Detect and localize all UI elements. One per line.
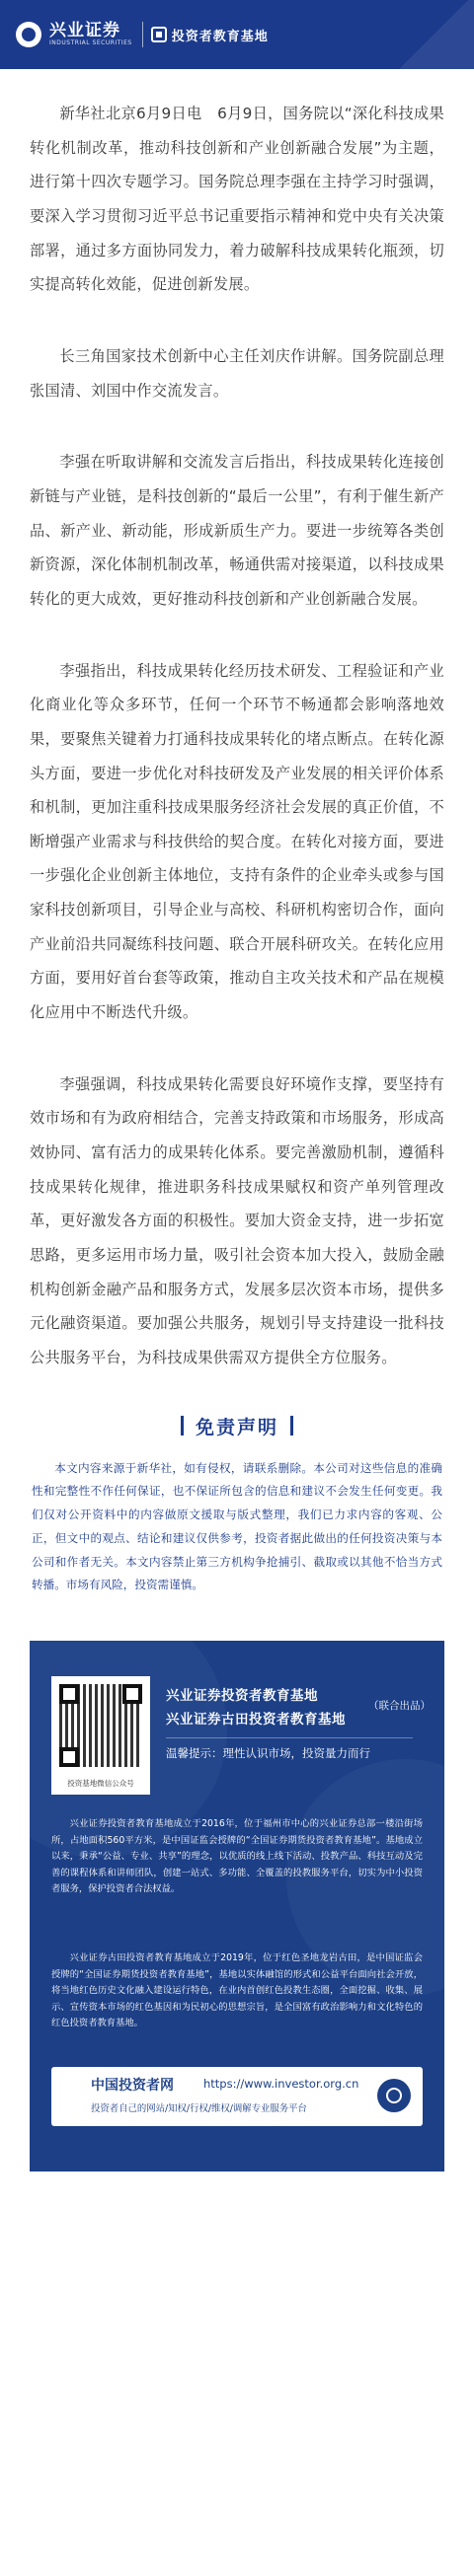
joint-production-label: （联合出品） bbox=[368, 1700, 431, 1713]
header-decoration bbox=[356, 0, 474, 69]
investor-net-link[interactable]: https://www.investor.org.cn bbox=[203, 2077, 359, 2092]
org-name-2: 兴业证券古田投资者教育基地 bbox=[166, 1712, 346, 1729]
disclaimer-text: 本文内容来源于新华社，如有侵权，请联系删除。本公司对这些信息的准确性和完整性不作任何保证，也不保证所包含的信息和建议不会发生任何变更。我们仅对公开资料中的内容做原文援取与版式整理，我们已力求内容的客观、公正，但文中的观点、结论和建议仅供参考，投资者据此做出的任何投资决策与本公司和作者无关。本文内容禁止第三方机构争抢捕引、截取或以其他不恰当方式转播。市场有风险，投资需谨慎。 bbox=[32, 1460, 442, 1592]
wechat-qr-code[interactable] bbox=[51, 1676, 150, 1795]
footer-intro-2: 兴业证券古田投资者教育基地成立于2019年，位于红色圣地龙岩古田，是中国证监会授牌的“全国证券期货投资者教育基地”，基地以实体融馆的形式和公益平台面向社会开放，将当地红色历史文化融入建设运行特色，在业内首创红色投教生态圈，全面挖掘、收集、展示、宣传资本市场的红色基因和为民初心的思想宗旨，是全国富有政治影响力和文化特色的红色投资者教育基地。 bbox=[51, 1952, 423, 2029]
disclaimer-title: 免责声明 bbox=[195, 1416, 278, 1438]
qr-corner bbox=[59, 1747, 79, 1767]
investor-net-title: 中国投资者网 bbox=[91, 2078, 174, 2095]
heading-bar-left bbox=[181, 1416, 184, 1435]
logo-en-text: INDUSTRIAL SECURITIES bbox=[49, 39, 132, 47]
article-paragraph: 新华社北京6月9日电 6月9日，国务院以“深化科技成果转化机制改革，推动科技创新和产业创新融合发展”为主题，进行第十四次专题学习。国务院总理李强在主持学习时强调，要深入学习贯彻习近平总书记重要指示精神和党中央有关决策部署，通过多方面协同发力，着力破解科技成果转化瓶颈，切实提高转化效能，促进创新发展。 bbox=[30, 105, 444, 294]
footer-intro-1: 兴业证券投资者教育基地成立于2016年，位于福州市中心的兴业证券总部一楼沿街场所，占地面积560平方米，是中国证监会授牌的“全国证券期货投资者教育基地”。基地成立以来，秉承“公益、专业、共享”的理念，以优质的线上线下活动、投教产品、科技互动及完善的课程体系和讲师团队，创建一站式、多功能、全覆盖的投教服务平台，切实为中小投资者服务，保护投资者合法权益。 bbox=[51, 1818, 423, 1895]
heading-bar-right bbox=[290, 1416, 293, 1435]
header-divider bbox=[142, 22, 143, 47]
company-logo-icon bbox=[16, 22, 41, 47]
edu-base-icon bbox=[151, 27, 167, 42]
footer-card bbox=[30, 1641, 444, 2171]
qr-corner bbox=[59, 1684, 79, 1704]
logo-cn-text: 兴业证券 bbox=[49, 21, 120, 41]
article-body bbox=[0, 69, 474, 1375]
footer-slogan: 温馨提示：理性认识市场，投资量力而行 bbox=[166, 1746, 370, 1761]
company-logo bbox=[49, 22, 132, 46]
header-bar bbox=[0, 0, 474, 69]
qr-caption: 投资基地微信公众号 bbox=[67, 1779, 134, 1789]
article-paragraph: 长三角国家技术创新中心主任刘庆作讲解。国务院副总理张国清、刘国中作交流发言。 bbox=[30, 346, 444, 400]
qr-corner bbox=[122, 1684, 142, 1704]
article-paragraph: 李强强调，科技成果转化需要良好环境作支撑，要坚持有效市场和有为政府相结合，完善支持政策和市场服务，形成高效协同、富有活力的成果转化体系。要完善激励机制，遵循科技成果转化规律，推进职务科技成果赋权和资产单列管理改革，更好激发各方面的积极性。要加大资金支持，进一步拓宽思路，更多运用市场力量，吸引社会资本加大投入，鼓励金融机构创新金融产品和服务方式，发展多层次资本市场，提供多元化融资渠道。要加强公共服务，规划引导支持建设一批科技公共服务平台，为科技成果供需双方提供全方位服务。 bbox=[30, 1074, 444, 1366]
article-paragraph: 李强在听取讲解和交流发言后指出，科技成果转化连接创新链与产业链，是科技创新的“最后一公里”，有利于催生新产品、新产业、新动能，形成新质生产力。要进一步统筹各类创新资源，深化体制机制改革，畅通供需对接渠道，以科技成果转化的更大成效，更好推动科技创新和产业创新融合发展。 bbox=[30, 453, 444, 608]
investor-net-subtitle: 投资者自己的网站/知权/行权/维权/调解专业服务平台 bbox=[91, 2103, 307, 2115]
edu-base-label: 投资者教育基地 bbox=[171, 29, 269, 44]
article-paragraph: 李强指出，科技成果转化经历技术研发、工程验证和产业化商业化等众多环节，任何一个环节不畅通都会影响落地效果，要聚焦关键着力打通科技成果转化的堵点断点。在转化源头方面，要进一步优化对科技研发及产业发展的相关评价体系和机制，更加注重科技成果服务经济社会发展的真正价值，不断增强产业需求与科技供给的契合度。在转化对接方面，要进一步强化企业创新主体地位，支持有条件的企业牵头或参与国家科技创新项目，引导企业与高校、科研机构密切合作，面向产业前沿共同凝练科技问题、联合开展科研攻关。在转化应用方面，要用好首台套等政策，推动自主攻关技术和产品在规模化应用中不断迭代升级。 bbox=[30, 661, 444, 1022]
disclaimer-heading bbox=[0, 1413, 474, 1439]
investor-net-banner[interactable] bbox=[51, 2067, 423, 2126]
org-name-1: 兴业证券投资者教育基地 bbox=[166, 1688, 318, 1705]
investor-net-logo-icon bbox=[377, 2079, 411, 2112]
